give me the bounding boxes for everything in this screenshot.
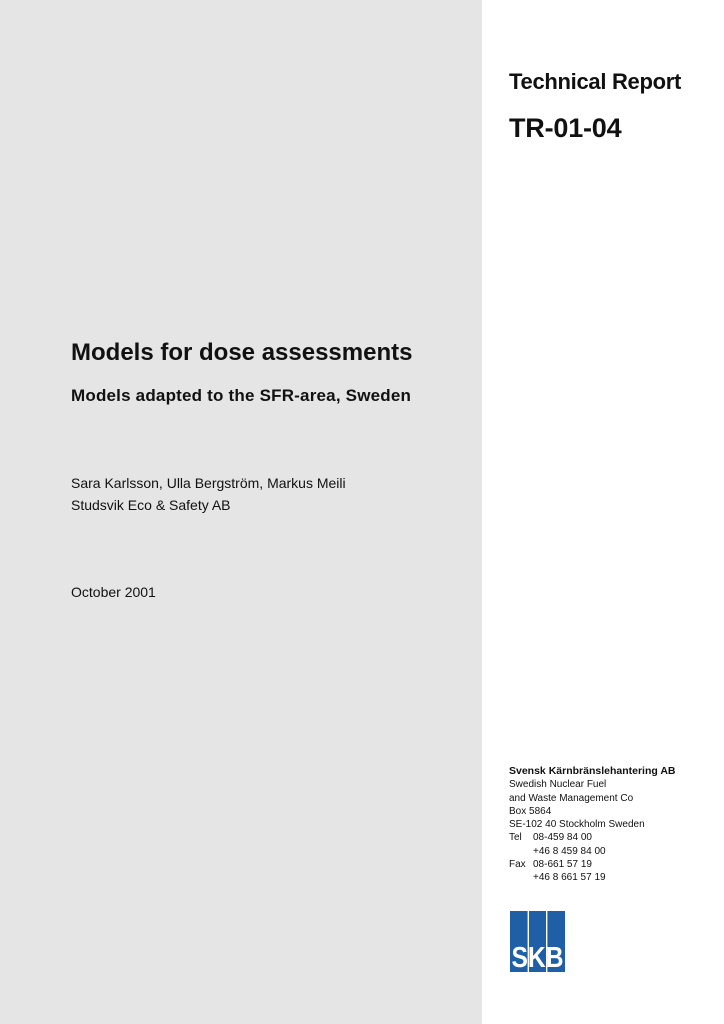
skb-logo-text: SKB (511, 942, 564, 974)
fax-number-1: 08-661 57 19 (533, 859, 592, 871)
tel-label: Tel (509, 832, 522, 844)
document-subtitle: Models adapted to the SFR-area, Sweden (71, 386, 412, 405)
tel-number-1: 08-459 84 00 (533, 832, 592, 844)
publisher-box: Box 5864 (509, 805, 552, 817)
tel-row-2 (509, 845, 676, 858)
publisher-block (509, 765, 676, 885)
tel-number-2: +46 8 459 84 00 (533, 845, 606, 857)
publisher-english-name-line1: Swedish Nuclear Fuel (509, 779, 607, 791)
fax-label: Fax (509, 859, 526, 871)
report-number: TR-01-04 (509, 113, 622, 143)
publisher-english-name-line2: and Waste Management Co (509, 792, 634, 804)
authors: Sara Karlsson, Ulla Bergström, Markus Meili (71, 475, 346, 491)
publisher-postal: SE-102 40 Stockholm Sweden (509, 819, 645, 831)
report-type: Technical Report (509, 69, 682, 94)
skb-logo (510, 911, 565, 972)
tel-row (509, 831, 676, 844)
document-title: Models for dose assessments (71, 339, 413, 366)
author-organization: Studsvik Eco & Safety AB (71, 497, 231, 513)
publisher-name: Svensk Kärnbränslehantering AB (509, 765, 676, 777)
fax-row-2 (509, 871, 676, 884)
fax-number-2: +46 8 661 57 19 (533, 872, 606, 884)
fax-row (509, 858, 676, 871)
publication-date: October 2001 (71, 584, 156, 600)
